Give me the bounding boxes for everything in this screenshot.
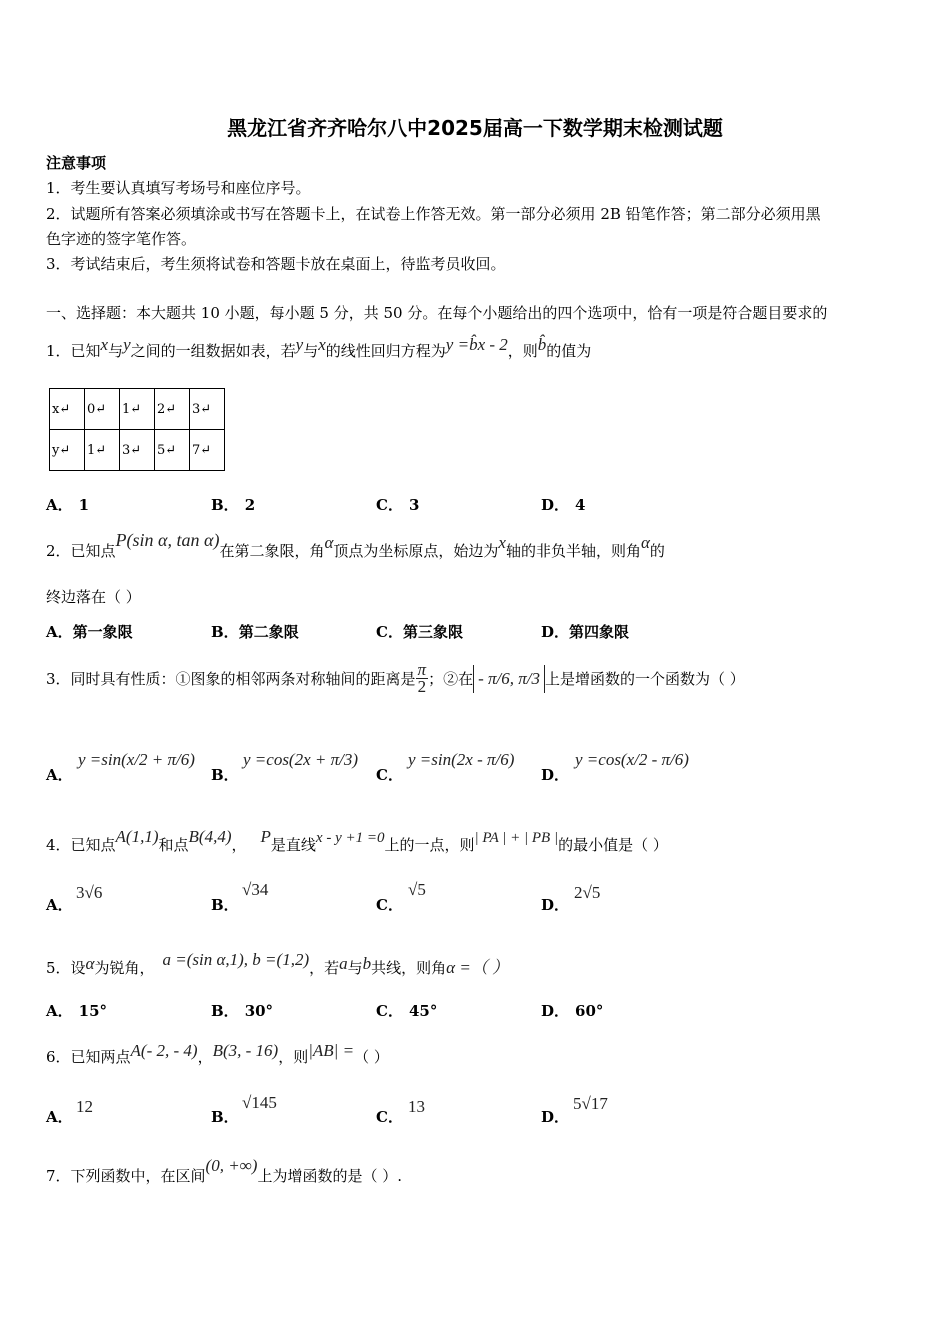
- notice-heading: 注意事项: [46, 154, 107, 172]
- table-cell: 7↵: [190, 430, 225, 471]
- q6-option-b-value: √145: [242, 1093, 277, 1112]
- q6-option-c-value: 13: [408, 1097, 425, 1116]
- table-row: [50, 389, 225, 430]
- interval: - π/6, π/3: [473, 665, 545, 693]
- table-cell: 2↵: [155, 389, 190, 430]
- q3-option-d[interactable]: D．: [541, 766, 570, 784]
- q6-option-a-value: 12: [76, 1097, 93, 1116]
- question-4-text: 4．已知点A(1,1)和点B(4,4)， P是直线x - y +1 =0上的一点，则| PA | + | PB |的最小值是（ ）: [46, 827, 668, 854]
- q2-option-b[interactable]: B．第二象限: [211, 623, 299, 641]
- notice-item: 3．考试结束后，考生须将试卷和答题卡放在桌面上，待监考员收回。: [46, 255, 506, 273]
- question-5-text: 5．设α为锐角， a =(sin α,1), b =(1,2)，若a与b共线，则角α =（ ）: [46, 950, 510, 977]
- q3-option-c[interactable]: C．: [376, 766, 403, 784]
- question-3-text: 3．同时具有性质：①图象的相邻两条对称轴间的距离是 $\frac{\pi}{2}$ ；②在 - π/6, π/3 上是增函数的一个函数为（ ）: [46, 660, 745, 696]
- q5-option-c[interactable]: C． 45°: [376, 1002, 438, 1020]
- q1-option-d[interactable]: D． 4: [541, 496, 586, 514]
- notice-item: 2．试题所有答案必须填涂或书写在答题卡上，在试卷上作答无效。第一部分必须用 2B 铅笔作答；第二部分必须用黑: [46, 205, 821, 223]
- q6-option-c[interactable]: C．: [376, 1108, 403, 1126]
- q3-option-a-formula: y =sin(x/2 + π/6): [78, 750, 195, 769]
- table-cell: x↵: [50, 389, 85, 430]
- q4-option-a[interactable]: A．: [46, 896, 73, 914]
- notice-item: 1．考生要认真填写考场号和座位序号。: [46, 179, 311, 197]
- q6-option-a[interactable]: A．: [46, 1108, 73, 1126]
- q4-option-d-value: 2√5: [574, 883, 601, 902]
- q6-option-b[interactable]: B．: [211, 1108, 239, 1126]
- q1-option-a[interactable]: A． 1: [46, 496, 90, 514]
- question-1-text: 1．已知x与y之间的一组数据如表，若y与x的线性回归方程为y =b̂x - 2，则b̂的值为: [46, 335, 592, 360]
- q2-option-c[interactable]: C．第三象限: [376, 623, 463, 641]
- q6-option-d-value: 5√17: [573, 1094, 608, 1113]
- table-cell: 1↵: [120, 389, 155, 430]
- q5-option-a[interactable]: A． 15°: [46, 1002, 108, 1020]
- q3-option-c-formula: y =sin(2x - π/6): [408, 750, 515, 769]
- table-cell: 1↵: [85, 430, 120, 471]
- notice-item: 色字迹的签字笔作答。: [46, 230, 197, 248]
- table-cell: 5↵: [155, 430, 190, 471]
- q4-option-b-value: √34: [242, 880, 269, 899]
- question-6-text: 6．已知两点A(- 2, - 4)，B(3, - 16)，则|AB| =（ ）: [46, 1041, 389, 1066]
- table-cell: 0↵: [85, 389, 120, 430]
- table-row: [50, 430, 225, 471]
- table-cell: 3↵: [190, 389, 225, 430]
- table-cell: 3↵: [120, 430, 155, 471]
- q4-option-b[interactable]: B．: [211, 896, 239, 914]
- question-7-text: 7．下列函数中，在区间(0, +∞)上为增函数的是（ ）.: [46, 1156, 403, 1185]
- q1-option-b[interactable]: B． 2: [211, 496, 256, 514]
- q4-option-c[interactable]: C．: [376, 896, 403, 914]
- q3-option-b-formula: y =cos(2x + π/3): [243, 750, 359, 769]
- q4-option-d[interactable]: D．: [541, 896, 570, 914]
- q2-option-d[interactable]: D．第四象限: [541, 623, 630, 641]
- q3-option-d-formula: y =cos(x/2 - π/6): [575, 750, 689, 769]
- q6-option-d[interactable]: D．: [541, 1108, 570, 1126]
- q3-option-a[interactable]: A．: [46, 766, 73, 784]
- data-table: [49, 388, 225, 471]
- q4-option-c-value: √5: [408, 880, 426, 899]
- q5-option-d[interactable]: D． 60°: [541, 1002, 604, 1020]
- q3-option-b[interactable]: B．: [211, 766, 239, 784]
- table-cell: y↵: [50, 430, 85, 471]
- q5-option-b[interactable]: B． 30°: [211, 1002, 274, 1020]
- section-heading: 一、选择题：本大题共 10 小题，每小题 5 分，共 50 分。在每个小题给出的四个选项中，恰有一项是符合题目要求的: [46, 304, 828, 322]
- pi-over-2: $\frac{\pi}{2}$: [417, 660, 427, 696]
- question-2-line2: 终边落在（ ）: [46, 588, 141, 606]
- question-2-text: 2．已知点P(sin α, tan α)在第二象限，角α顶点为坐标原点，始边为x轴的非负半轴，则角α的: [46, 530, 665, 560]
- q1-option-c[interactable]: C． 3: [376, 496, 420, 514]
- q2-option-a[interactable]: A．第一象限: [46, 623, 133, 641]
- page-title: 黑龙江省齐齐哈尔八中2025届高一下数学期末检测试题: [227, 116, 723, 140]
- q4-option-a-value: 3√6: [76, 883, 103, 902]
